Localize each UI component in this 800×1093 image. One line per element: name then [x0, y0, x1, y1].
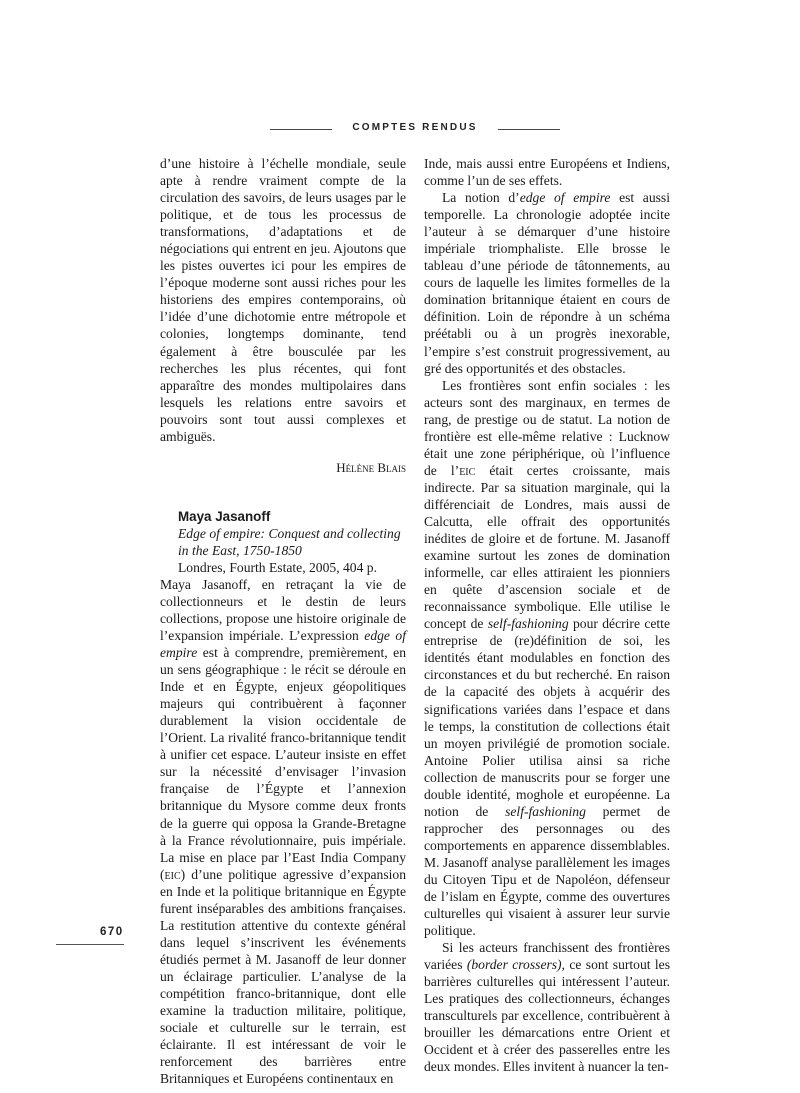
header-rule-left [270, 129, 332, 130]
text-run: est à comprendre, premièrement, en un sens géographique : le récit se déroule en Inde et en Égypte, enjeux géopolitiques majeurs qui contribuèrent à façonner durablement la vision occidentale de l’Orient. La rivalité franco-britannique tendit à unifier cet espace. L’auteur insiste en effet sur la nécessité d’envisager l’invasion française de l’Égypte et l’annexion britannique du Mysore comme deux fronts de la guerre qui opposa la Grande-Bretagne à la France révolutionnaire, puis impériale. La mise en place par l’East India Company ( [160, 645, 406, 882]
text-run: Maya Jasanoff, en retraçant la vie de collectionneurs et le destin de leurs collections, propose une histoire originale de l’expansion impériale. L’expression [160, 576, 406, 643]
text-run: est aussi temporelle. La chronologie adoptée incite l’auteur à se démarquer d’une histoire impériale triomphaliste. Elle brosse le tableau d’une période de tâtonnements, au cours de laquelle les limites formelles de la domination britannique étaient en cours de définition. Loin de répondre à un schéma préétabli ou à un progrès inexorable, l’empire s’est construit progressivement, au gré des opportunités et des obstacles. [424, 190, 670, 376]
text-run: , ce sont surtout les barrières culturelles qui intéressent l’auteur. Les pratiques des collectionneurs, échanges transculturels par excellence, contribuèrent à brouiller les démarcations entre Orient et Occident et à créer des passerelles entre les deux mondes. Elles invitent à nuancer la ten- [424, 957, 671, 1075]
text-run: Si les acteurs franchissent des frontières variées [424, 940, 670, 973]
book-title-line-2: in the East, 1750-1850 [178, 542, 302, 558]
text-run: pour décrire cette entreprise de (re)définition de soi, les identités étant modulables en fonction des circonstances et du but recherché. En raison de la capacité des objets à acquérir des significations variées dans l’espace et dans le temps, la constitution de collections était un moyen privilégié de promotion sociale. Antoine Polier utilisa ainsi sa riche collection de manuscrits pour se forger une double identité, moghole et européenne. La notion de [424, 616, 670, 819]
header-rule-right [498, 129, 560, 130]
review-paragraph-1-continued: Inde, mais aussi entre Européens et Indiens, comme l’un de ses effets. [424, 156, 670, 189]
review-heading [178, 508, 406, 576]
reviewer-name: Hélène Blais [336, 459, 406, 475]
italic-term: self-fashioning [487, 616, 569, 632]
review-paragraph-4 [424, 939, 670, 1075]
acronym: eic [459, 462, 476, 478]
review-paragraph-1 [160, 576, 406, 1087]
text-run: était certes croissante, mais indirecte. Par sa situation marginale, qui la différenciait de Londres, mais aussi de Calcutta, elle offrait des opportunités inédites de gloire et de fortune. M. Jasanoff examine surtout les zones de domination informelle, car elles attiraient les pionniers en quête d’ascension sociale et de reconnaissance symbolique. Elle utilise le concept de [424, 462, 670, 632]
page-number: 670 [100, 926, 124, 938]
acronym: eic [164, 866, 181, 882]
section-title: COMPTES RENDUS [352, 122, 478, 133]
reviewer-signature [160, 459, 406, 476]
book-author: Maya Jasanoff [178, 508, 271, 524]
left-column [160, 155, 406, 1087]
italic-term: self-fashioning [505, 803, 586, 819]
book-publication: Londres, Fourth Estate, 2005, 404 p. [178, 559, 377, 575]
text-run: ) d’une politique agressive d’expansion en Inde et la politique britannique en Égypte furent inséparables des ambitions françaises. La restitution attentive du contexte général dans lequel s’inscrivent les événements étudiés permet à M. Jasanoff de leur donner un éclairage particulier. L’analyse de la compétition franco-britannique, dont elle examine la traduction militaire, politique, sociale et culturelle sur le terrain, est éclairante. Il est intéressant de voir le renforcement des barrières entre Britanniques et Européens continentaux en [160, 866, 406, 1087]
text-run: La notion d’ [442, 190, 520, 206]
book-title-line-1: Edge of empire: Conquest and collecting [178, 525, 401, 541]
right-column [424, 155, 670, 1076]
previous-review-ending: d’une histoire à l’échelle mondiale, seule apte à rendre vraiment compte de la circulation des savoirs, de leurs usages par le politique, et de tous les processus de transformations, d’adaptations et de négociations qui entrent en jeu. Ajoutons que les pistes ouvertes ici pour les empires de l’époque moderne sont aussi riches pour les historiens des empires contemporains, où l’idée d’une dichotomie entre métropole et colonies, longtemps dominante, tend également à être bousculée par les recherches les plus récentes, qui font apparaître des mondes multipolaires dans lesquels les relations entre savoirs et pouvoirs sont tout aussi complexes et ambiguës. [160, 156, 406, 444]
italic-term: edge of empire [160, 627, 406, 661]
italic-term: (border crossers) [466, 957, 562, 973]
review-paragraph-3 [424, 377, 670, 940]
page-number-rule [56, 944, 124, 945]
review-paragraph-2 [424, 189, 670, 377]
text-run: permet de rapprocher des personnages ou des comportements en apparence dissemblables. M. Jasanoff analyse parallèlement les images du Citoyen Tipu et de Napoléon, défenseur de l’islam en Égypte, comme des ouvertures culturelles qui visaient à assurer leur survie politique. [424, 803, 670, 939]
text-run: Les frontières sont enfin sociales : les acteurs sont des marginaux, en termes de rang, de prestige ou de statut. La notion de frontière est elle-même relative : Lucknow était une zone périphérique, où l’influence de l’ [424, 377, 670, 478]
italic-term: edge of empire [519, 190, 611, 206]
running-header [0, 122, 800, 136]
